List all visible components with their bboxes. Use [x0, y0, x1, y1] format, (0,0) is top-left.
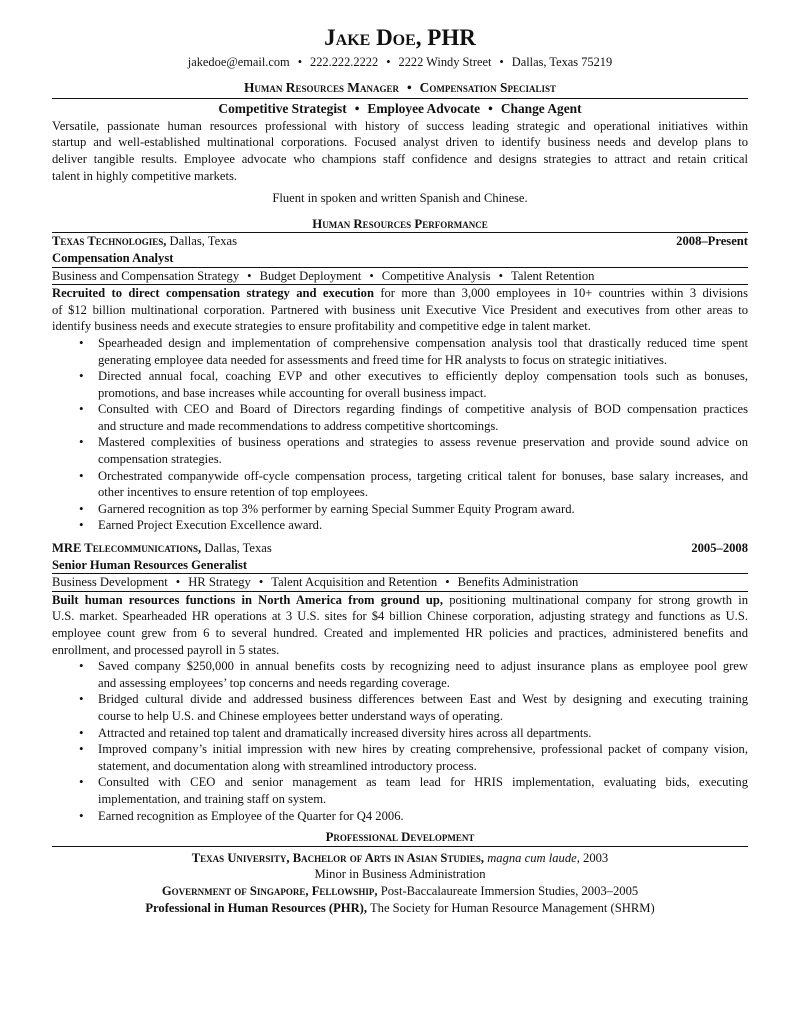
- skill: Budget Deployment: [259, 268, 362, 283]
- job-lead-line: U.S. market. Spearheaded HR operations at 3 U.S. sites for $4 billion Chinese corporation, adjusting strategy and functions as U.S.: [52, 609, 748, 624]
- job-lead-text: for more than 3,000 employees in 10+ countries within 3 divisions: [373, 286, 748, 301]
- achievement-line: • Attracted and retained top talent and dramatically increased diversity hires across all departments.: [98, 725, 592, 740]
- education-bold: Government of Singapore, Fellowship,: [161, 883, 378, 898]
- job-lead: [52, 285, 748, 335]
- job-lead-bold: Recruited to direct compensation strategy and execution: [52, 286, 374, 301]
- skill-separator: •: [258, 575, 264, 590]
- achievement-line: other incentives to ensure retention of top employees.: [98, 485, 368, 500]
- job-location: Dallas, Texas: [201, 541, 272, 556]
- achievement-line: • Bridged cultural divide and addressed business differences between East and West by designing and executing training: [98, 692, 748, 707]
- achievement-line: • Saved company $250,000 in annual benefits costs by recognizing need to adjust insurance plans as employee pool grew: [98, 659, 748, 674]
- achievement-line: • Earned Project Execution Excellence award.: [98, 518, 323, 533]
- achievement-item: [52, 741, 748, 774]
- education-text: 2003: [579, 850, 609, 865]
- achievement-line: statement, and documentation along with streamlined introductory process.: [98, 758, 477, 773]
- achievement-line: and structure and made recommendations to address competitive shortcomings.: [98, 418, 499, 433]
- achievement-item: [52, 517, 748, 534]
- achievement-item: [52, 434, 748, 467]
- job-lead-text: positioning multinational company for strong growth in: [443, 592, 748, 607]
- summary-line: Versatile, passionate human resources professional with history of success leading strategic and operational initiatives within: [52, 118, 748, 133]
- achievement-line: and assessing employees’ top concerns and needs regarding coverage.: [98, 675, 450, 690]
- summary-line: deliver tangible results. Employee advocate who champions staff confidence and designs strategies to attract and retain critical: [52, 151, 748, 166]
- job-header: [52, 233, 748, 250]
- achievement-line: • Earned recognition as Employee of the Quarter for Q4 2006.: [98, 808, 404, 823]
- achievement-line: generating employee data needed for assessments and freed time for HR analysts to focus on strategic initiatives.: [98, 352, 667, 367]
- job-lead-bold: Built human resources functions in North America from ground up,: [52, 592, 444, 607]
- education-item: [52, 866, 748, 883]
- job-entry: [52, 540, 748, 824]
- achievement-line: compensation strategies.: [98, 452, 222, 467]
- contact-phone: 222.222.2222: [310, 55, 379, 69]
- skill: Business Development: [52, 575, 168, 590]
- skill: Talent Acquisition and Retention: [271, 575, 438, 590]
- job-location: Dallas, Texas: [166, 234, 237, 249]
- job-header: [52, 540, 748, 557]
- achievement-line: • Orchestrated companywide off-cycle compensation process, targeting critical talent for bonuses, base salary increases, and: [98, 468, 748, 483]
- education-item: [52, 900, 748, 917]
- skill-separator: •: [247, 268, 252, 283]
- education-honors: magna cum laude,: [484, 850, 580, 865]
- job-lead: [52, 592, 748, 658]
- skills-line: [52, 574, 748, 591]
- trait-1: Competitive Strategist: [218, 101, 347, 117]
- skills-line: [52, 268, 748, 285]
- job-entry: [52, 233, 748, 534]
- company-name: MRE Telecommunications,: [52, 541, 202, 556]
- summary-line: startup and well-established multinational corporations. Focused analyst driven to identify business needs and develop plans to: [52, 135, 748, 150]
- skill: Benefits Administration: [457, 575, 579, 590]
- company-name: Texas Technologies,: [52, 234, 167, 249]
- trait-separator: •: [488, 101, 493, 117]
- contact-email: jakedoe@email.com: [187, 55, 290, 69]
- contact-street: 2222 Windy Street: [398, 55, 492, 69]
- role-2: Compensation Specialist: [419, 79, 556, 95]
- achievement-item: [52, 368, 748, 401]
- contact-line: [52, 54, 748, 71]
- achievement-item: [52, 691, 748, 724]
- role-1: Human Resources Manager: [244, 79, 399, 95]
- job-dates: 2005–2008: [691, 541, 748, 556]
- achievement-line: course to help U.S. and Chinese employees better understand ways of operating.: [98, 708, 503, 723]
- trait-separator: •: [354, 101, 360, 117]
- section-title-performance: Human Resources Performance: [312, 216, 488, 231]
- languages-line: Fluent in spoken and written Spanish and Chinese.: [272, 191, 528, 206]
- job-title: Compensation Analyst: [52, 250, 174, 265]
- achievement-line: • Consulted with CEO and Board of Directors regarding findings of competitive analysis of BOD compensation practices: [98, 402, 748, 417]
- achievement-item: [52, 401, 748, 434]
- achievement-line: • Garnered recognition as top 3% performer by earning Special Summer Equity Program award.: [98, 501, 575, 516]
- name-header: [52, 24, 748, 54]
- achievement-item: [52, 808, 748, 825]
- achievement-line: implementation, and training staff on system.: [98, 791, 327, 806]
- education-list: [52, 850, 748, 916]
- achievement-item: [52, 335, 748, 368]
- contact-city: Dallas, Texas 75219: [511, 55, 613, 69]
- trait-3: Change Agent: [500, 101, 582, 117]
- achievement-line: • Mastered complexities of business operations and strategies to assess revenue preservation and provide sound advice on: [98, 435, 748, 450]
- job-lead-line: of $12 billion multinational corporation. Partnered with business unit Executive Vice President and executives from other areas to: [52, 302, 748, 317]
- education-text: Minor in Business Administration: [314, 867, 486, 882]
- skill-separator: •: [369, 268, 374, 283]
- skill: Business and Compensation Strategy: [52, 268, 240, 283]
- contact-separator: •: [386, 55, 391, 69]
- education-bold: Professional in Human Resources (PHR),: [145, 900, 368, 915]
- achievement-line: promotions, and base increases while accounting for overall business impact.: [98, 385, 487, 400]
- job-lead-line: employee count grew from 6 to several hundred. Created and implemented HR policies and practices, administered benefits and: [52, 626, 748, 640]
- skill-separator: •: [445, 575, 450, 590]
- achievement-line: • Consulted with CEO and senior management as team lead for HRIS implementation, evaluating bids, executing: [98, 775, 748, 790]
- job-title: Senior Human Resources Generalist: [52, 557, 248, 572]
- achievement-item: [52, 501, 748, 518]
- achievement-line: • Spearheaded design and implementation of comprehensive compensation analysis tool that drastically reduced time spent: [98, 335, 748, 350]
- job-dates: 2008–Present: [676, 234, 748, 249]
- contact-separator: •: [499, 55, 504, 69]
- achievement-line: • Improved company’s initial impression with new hires by creating comprehensive, professional packet of company vision,: [98, 742, 748, 757]
- trait-2: Employee Advocate: [367, 101, 481, 117]
- skill-separator: •: [498, 268, 504, 283]
- skill: Talent Retention: [511, 268, 595, 283]
- achievement-line: • Directed annual focal, coaching EVP and other executives to efficiently deploy compensation tools such as bonuses,: [98, 369, 748, 384]
- traits-line: [52, 101, 748, 118]
- achievement-item: [52, 658, 748, 691]
- achievement-item: [52, 725, 748, 742]
- education-bold: Texas University, Bachelor of Arts in Asian Studies,: [191, 850, 485, 865]
- achievement-item: [52, 468, 748, 501]
- section-title-development: Professional Development: [325, 830, 475, 845]
- achievement-list: [52, 335, 748, 534]
- job-lead-line: identify business needs and execute strategies to ensure profitability and competitive edge in talent market.: [52, 319, 591, 334]
- job-lead-line: enrollment, and processed payroll in 5 states.: [52, 642, 280, 657]
- skill: Competitive Analysis: [381, 268, 491, 283]
- education-item: [52, 850, 748, 867]
- role-headline: [52, 80, 748, 97]
- resume-page: [52, 24, 748, 916]
- candidate-name: Jake Doe, PHR: [324, 25, 476, 50]
- skill-separator: •: [175, 575, 181, 590]
- summary-line: talent in highly competitive markets.: [52, 168, 238, 183]
- education-text: The Society for Human Resource Management (SHRM): [367, 900, 655, 915]
- summary: [52, 118, 748, 184]
- skill: HR Strategy: [188, 575, 251, 590]
- education-text: Post-Baccalaureate Immersion Studies, 2003–2005: [377, 883, 639, 898]
- achievement-list: [52, 658, 748, 824]
- achievement-item: [52, 774, 748, 807]
- contact-separator: •: [297, 55, 303, 69]
- role-separator: •: [406, 79, 412, 95]
- education-item: [52, 883, 748, 900]
